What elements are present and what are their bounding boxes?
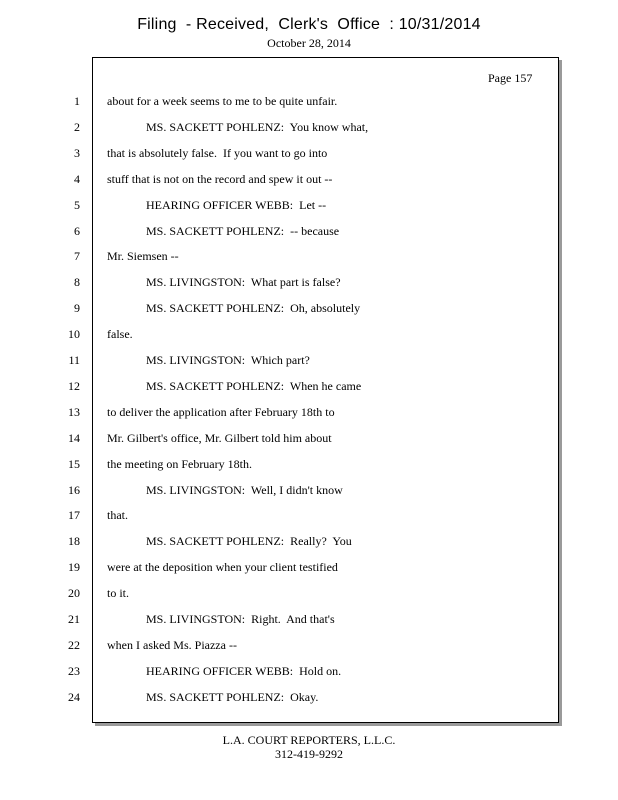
- line-text: MS. LIVINGSTON: Well, I didn't know: [146, 482, 343, 497]
- line-text: when I asked Ms. Piazza --: [107, 637, 237, 652]
- line-text: to deliver the application after February 18th to: [107, 404, 335, 419]
- filing-stamp: Filing - Received, Clerk's Office : 10/31/2014: [137, 16, 481, 33]
- line-number: 24: [68, 689, 80, 704]
- transcript-line: [0, 586, 618, 604]
- transcript-date: October 28, 2014: [267, 36, 351, 50]
- transcript-line: [0, 120, 618, 138]
- line-number: 2: [74, 119, 80, 134]
- transcript-line: [0, 224, 618, 242]
- line-text: MS. SACKETT POHLENZ: -- because: [146, 223, 340, 238]
- transcript-line: [0, 690, 618, 708]
- line-text: that.: [107, 508, 128, 523]
- line-number: 6: [74, 223, 80, 238]
- line-text: to it.: [107, 586, 130, 601]
- line-text: the meeting on February 18th.: [107, 456, 252, 471]
- transcript-line: [0, 405, 618, 423]
- transcript-line: [0, 353, 618, 371]
- transcript-line: [0, 534, 618, 552]
- line-number: 15: [68, 456, 80, 471]
- footer-phone: 312-419-9292: [275, 747, 343, 761]
- line-number: 21: [68, 612, 80, 626]
- transcript-line: [0, 560, 618, 578]
- transcript-line: [0, 172, 618, 190]
- transcript-line: [0, 638, 618, 656]
- transcript-line: [0, 301, 618, 319]
- line-text: about for a week seems to me to be quite unfair.: [107, 94, 338, 108]
- transcript-line: [0, 483, 618, 501]
- line-text: MS. SACKETT POHLENZ: Okay.: [146, 689, 319, 704]
- line-text: MS. LIVINGSTON: Right. And that's: [146, 612, 335, 626]
- line-number: 9: [74, 301, 80, 316]
- line-number: 18: [68, 534, 80, 549]
- line-text: MS. SACKETT POHLENZ: Oh, absolutely: [146, 301, 361, 316]
- line-text: stuff that is not on the record and spew it out --: [107, 171, 333, 186]
- line-text: that is absolutely false. If you want to go into: [107, 145, 328, 160]
- line-number: 22: [68, 637, 80, 652]
- line-text: MS. LIVINGSTON: Which part?: [146, 353, 310, 367]
- line-number: 13: [68, 404, 80, 419]
- line-number: 11: [68, 353, 80, 367]
- line-text: HEARING OFFICER WEBB: Let --: [146, 197, 327, 212]
- line-number: 3: [74, 145, 80, 160]
- line-text: MS. SACKETT POHLENZ: When he came: [146, 378, 362, 393]
- transcript-line: [0, 379, 618, 397]
- line-text: MS. SACKETT POHLENZ: Really? You: [146, 534, 352, 549]
- line-text: MS. SACKETT POHLENZ: You know what,: [146, 119, 369, 134]
- line-text: HEARING OFFICER WEBB: Hold on.: [146, 663, 342, 678]
- line-number: 5: [74, 197, 80, 212]
- transcript-line: [0, 612, 618, 630]
- transcript-line: [0, 664, 618, 682]
- line-text: were at the deposition when your client testified: [107, 560, 338, 575]
- line-number: 8: [74, 275, 80, 290]
- transcript-line: [0, 508, 618, 526]
- transcript-line: [0, 327, 618, 345]
- transcript-line: [0, 249, 618, 267]
- footer-firm-name: L.A. COURT REPORTERS, L.L.C.: [222, 733, 396, 747]
- line-number: 17: [68, 508, 80, 523]
- line-text: MS. LIVINGSTON: What part is false?: [146, 275, 341, 290]
- line-number: 23: [68, 663, 80, 678]
- transcript-line: [0, 275, 618, 293]
- transcript-line: [0, 146, 618, 164]
- line-text: Mr. Siemsen --: [107, 249, 179, 264]
- line-number: 20: [68, 586, 80, 601]
- line-number: 10: [68, 327, 80, 342]
- line-number: 16: [68, 482, 80, 497]
- line-text: Mr. Gilbert's office, Mr. Gilbert told him about: [107, 430, 332, 445]
- line-text: false.: [107, 327, 133, 342]
- transcript-line: [0, 94, 618, 112]
- line-number: 14: [68, 430, 80, 445]
- page-number: Page 157: [488, 71, 533, 85]
- transcript-line: [0, 457, 618, 475]
- line-number: 1: [74, 94, 80, 108]
- transcript-line: [0, 198, 618, 216]
- line-number: 7: [74, 249, 80, 264]
- transcript-line: [0, 431, 618, 449]
- line-number: 4: [74, 171, 80, 186]
- line-number: 19: [68, 560, 80, 575]
- line-number: 12: [68, 378, 80, 393]
